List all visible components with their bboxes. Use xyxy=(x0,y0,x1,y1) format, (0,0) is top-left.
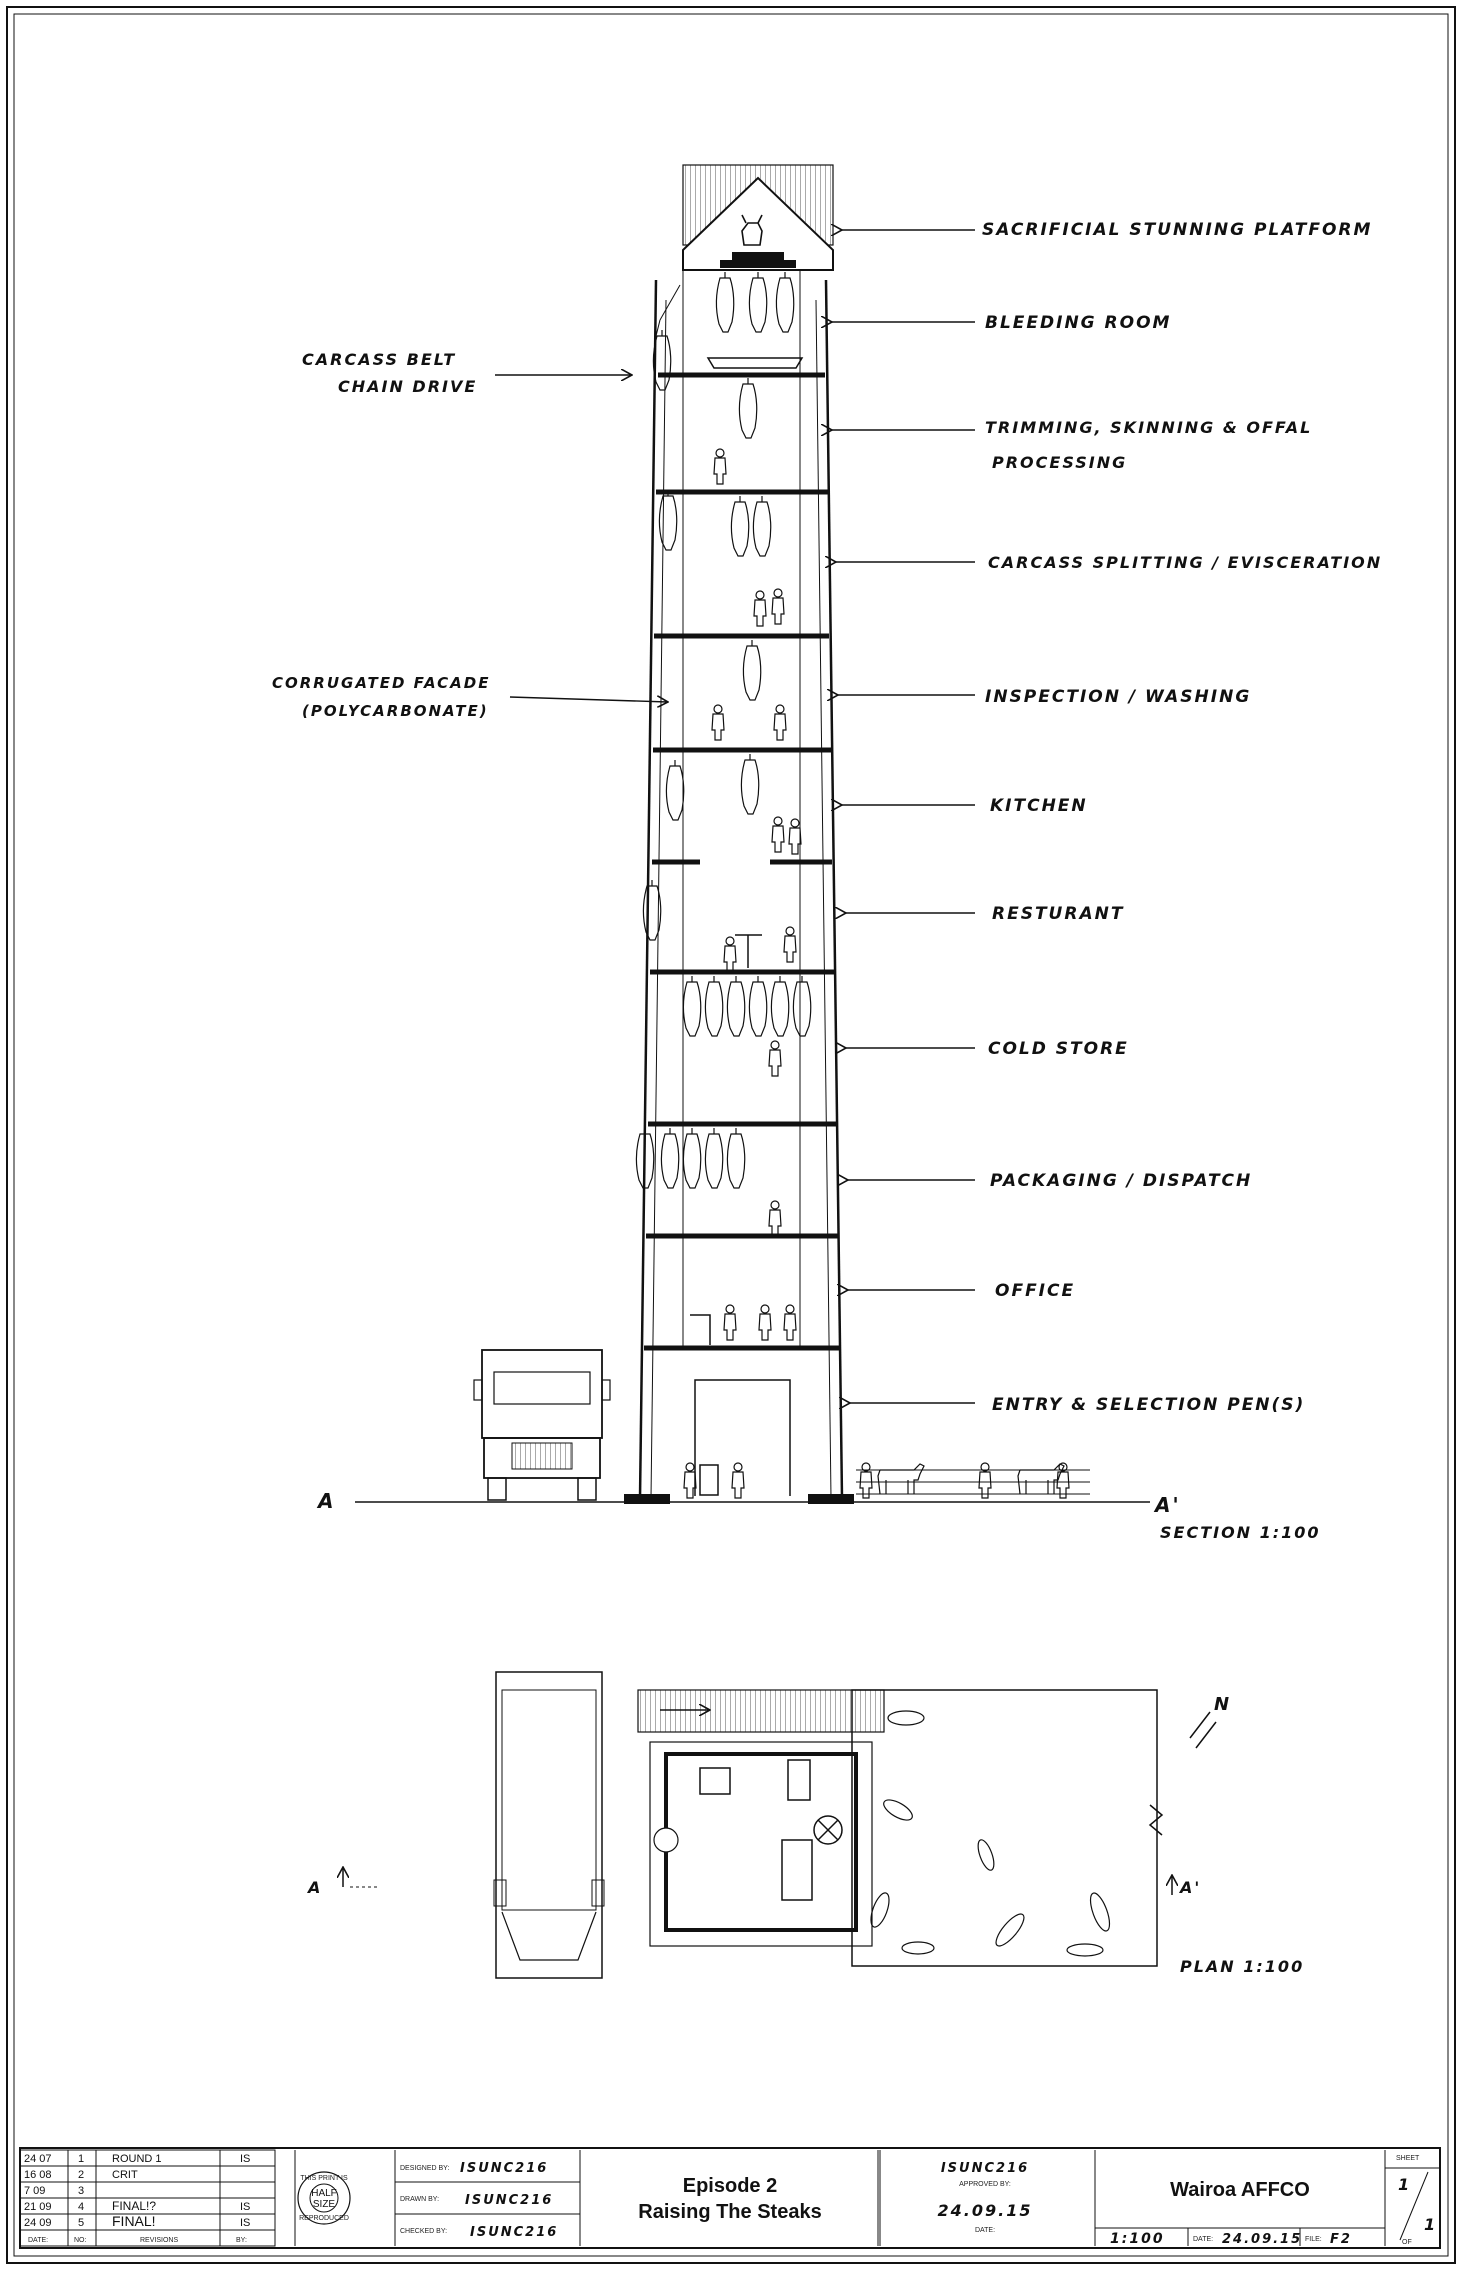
label-carcass-splitting: CARCASS SPLITTING / EVISCERATION xyxy=(988,553,1383,572)
label-stunning-platform: SACRIFICIAL STUNNING PLATFORM xyxy=(982,220,1373,240)
title-block xyxy=(20,2148,1440,2248)
plan-marker-a-prime: A' xyxy=(1180,1878,1202,1897)
file-label: FILE: xyxy=(1305,2236,1322,2243)
designed-by-label: DESIGNED BY: xyxy=(400,2165,450,2172)
label-inspection: INSPECTION / WASHING xyxy=(985,687,1252,707)
plan-drawing xyxy=(343,1672,1216,1978)
rev-date-2: 16 08 xyxy=(24,2169,52,2181)
designed-by-value: ISUNC216 xyxy=(460,2161,549,2176)
rev-desc-5: FINAL! xyxy=(112,2213,156,2229)
sheet-label: SHEET xyxy=(1396,2155,1420,2162)
svg-text:HALF: HALF xyxy=(311,2188,337,2199)
label-restaurant: RESTURANT xyxy=(992,904,1125,924)
half-size-stamp xyxy=(298,2172,350,2224)
plan-marker-a: A xyxy=(308,1878,323,1897)
section-marker-a-prime: A' xyxy=(1155,1493,1181,1517)
cattle-pens xyxy=(856,1463,1090,1498)
approved-date-label: DATE: xyxy=(974,2227,996,2234)
drawn-by-value: ISUNC216 xyxy=(465,2193,554,2208)
north-label: N xyxy=(1214,1694,1232,1715)
rev-no-4: 4 xyxy=(78,2201,85,2213)
of-label: OF xyxy=(1402,2239,1412,2246)
section-labels-left xyxy=(272,350,490,720)
label-packaging: PACKAGING / DISPATCH xyxy=(990,1171,1253,1191)
rev-date-4: 21 09 xyxy=(24,2201,52,2213)
rev-by-4: IS xyxy=(240,2201,251,2213)
label-office: OFFICE xyxy=(995,1281,1076,1301)
section-drawing xyxy=(355,165,1150,1504)
label-kitchen: KITCHEN xyxy=(990,796,1088,816)
rev-header-by: BY: xyxy=(236,2237,247,2244)
rev-desc-4: FINAL!? xyxy=(112,2199,157,2213)
rev-no-5: 5 xyxy=(78,2217,85,2229)
label-corrugated-facade: CORRUGATED FACADE xyxy=(272,674,491,692)
section-leaders xyxy=(495,230,975,1403)
client-name: Wairoa AFFCO xyxy=(1170,2179,1310,2201)
label-cold-store: COLD STORE xyxy=(988,1039,1129,1059)
approved-date: 24.09.15 xyxy=(937,2201,1033,2220)
date-field-label: DATE: xyxy=(1193,2236,1214,2243)
rev-date-5: 24 09 xyxy=(24,2217,52,2229)
rev-header-date: DATE: xyxy=(28,2237,49,2244)
truck-elevation xyxy=(474,1350,610,1500)
svg-text:REPRODUCED: REPRODUCED xyxy=(299,2215,349,2222)
rev-no-3: 3 xyxy=(78,2185,85,2197)
rev-no-1: 1 xyxy=(78,2153,85,2165)
project-title-line2: Raising The Steaks xyxy=(638,2201,822,2223)
rev-header-revisions: REVISIONS xyxy=(140,2237,179,2244)
label-trimming: TRIMMING, SKINNING & OFFAL xyxy=(985,418,1313,437)
approver-signature: ISUNC216 xyxy=(940,2161,1030,2176)
label-chain-drive: CHAIN DRIVE xyxy=(338,377,478,396)
rev-date-3: 7 09 xyxy=(24,2185,46,2197)
rev-header-no: NO: xyxy=(74,2237,87,2244)
checked-by-value: ISUNC216 xyxy=(470,2225,559,2240)
label-entry-pens: ENTRY & SELECTION PEN(S) xyxy=(992,1395,1306,1415)
plan-title: PLAN 1:100 xyxy=(1180,1957,1305,1976)
label-polycarbonate: (POLYCARBONATE) xyxy=(302,702,489,720)
rev-by-5: IS xyxy=(240,2217,251,2229)
svg-text:SIZE: SIZE xyxy=(312,2199,336,2210)
section-labels-right xyxy=(982,220,1382,1415)
drawn-by-label: DRAWN BY: xyxy=(400,2196,440,2203)
sheet-total: 1 xyxy=(1424,2215,1438,2234)
file-value: F2 xyxy=(1330,2232,1352,2247)
rev-desc-2: CRIT xyxy=(112,2169,138,2181)
rev-date-1: 24 07 xyxy=(24,2153,52,2165)
date-field-value: 24.09.15 xyxy=(1222,2232,1303,2247)
scale-value: 1:100 xyxy=(1110,2231,1165,2247)
label-bleeding-room: BLEEDING ROOM xyxy=(985,313,1172,333)
section-marker-a: A xyxy=(318,1489,336,1513)
svg-text:THIS PRINT IS: THIS PRINT IS xyxy=(300,2175,348,2182)
section-title: SECTION 1:100 xyxy=(1160,1523,1321,1542)
rev-no-2: 2 xyxy=(78,2169,85,2181)
rev-by-1: IS xyxy=(240,2153,251,2165)
checked-by-label: CHECKED BY: xyxy=(400,2228,448,2235)
label-processing: PROCESSING xyxy=(992,453,1128,472)
sheet-number: 1 xyxy=(1398,2175,1412,2194)
rev-desc-1: ROUND 1 xyxy=(112,2153,162,2165)
project-title-line1: Episode 2 xyxy=(682,2175,778,2197)
approved-by-label: APPROVED BY: xyxy=(959,2181,1011,2188)
label-carcass-belt: CARCASS BELT xyxy=(302,350,457,369)
